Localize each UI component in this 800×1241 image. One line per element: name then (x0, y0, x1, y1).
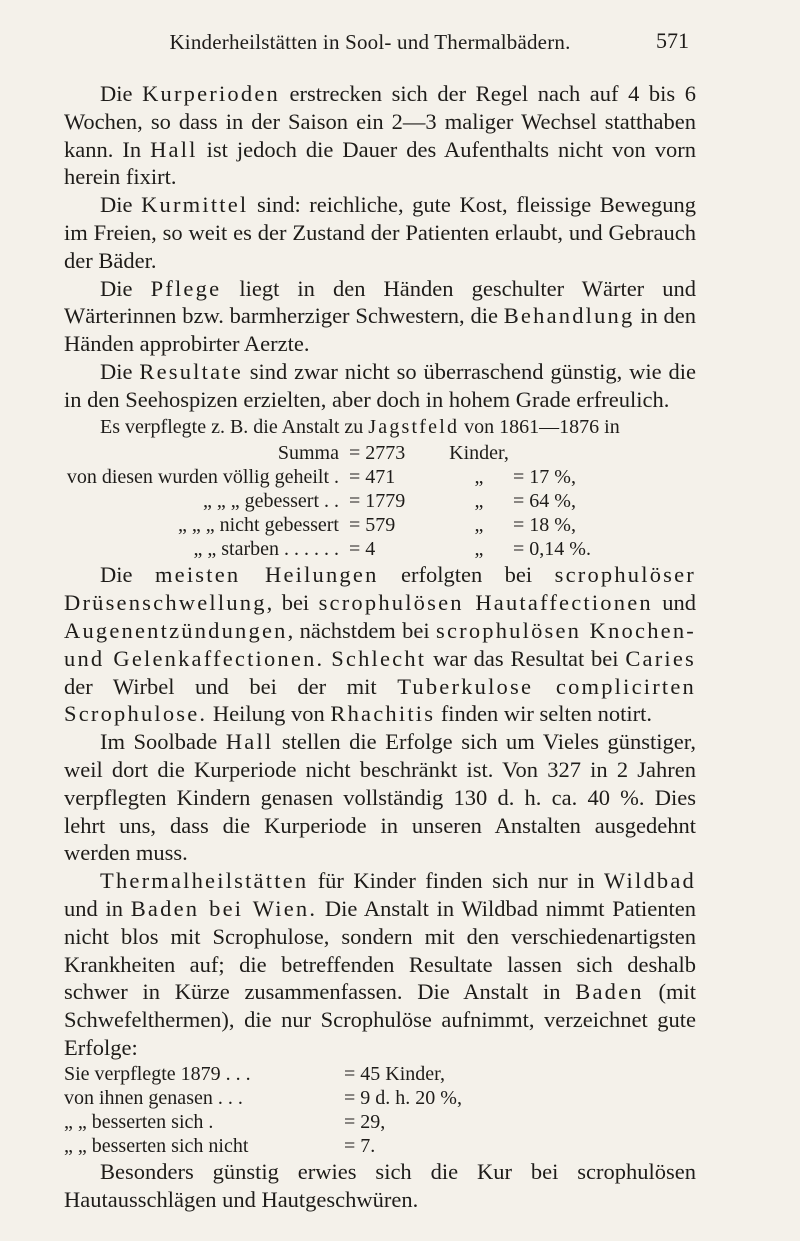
spaced-place: Hall (225, 729, 274, 755)
row-count (345, 489, 449, 513)
paragraph-soolbad-hall: Im Soolbade Hall stellen die Erfolge sich um Vieles günstiger, weil dort die Kurperiode nicht beschränkt ist. Von 327 in 2 Jahren verpflegten Kindern genasen vollständig 130 d. h. ca. 40 %. Dies lehrt uns, dass die Kurperiode in unseren Anstalten ausgedehnt werden muss. (64, 729, 696, 866)
jagstfeld-statistics-table (64, 441, 613, 561)
table-row (64, 489, 613, 513)
row-value (340, 1134, 462, 1158)
percent-value: 18 %, (529, 514, 576, 537)
equals-sign: = (349, 538, 361, 561)
equals-sign: = (344, 1086, 356, 1109)
table-row (64, 1086, 462, 1110)
row-label: „ „ besserten sich nicht (64, 1134, 249, 1157)
row-percent (509, 513, 613, 537)
table-row (64, 513, 613, 537)
row-label: „ „ „ gebessert . . (202, 490, 339, 513)
page-number: 571 (656, 28, 689, 53)
value-text: 7. (360, 1134, 376, 1157)
count-value: 2773 (365, 442, 406, 465)
equals-sign: = (349, 442, 361, 465)
row-unit: „ (474, 514, 484, 537)
row-count (345, 441, 449, 465)
body-text (64, 80, 696, 1213)
spaced-term: Pflege (150, 275, 222, 301)
equals-sign: = (513, 466, 525, 489)
row-percent (509, 537, 613, 561)
spaced-term: Behandlung (503, 303, 635, 329)
count-value: 579 (365, 514, 396, 537)
row-percent (509, 489, 613, 513)
row-unit: „ (474, 466, 484, 489)
spaced-term: Kurmittel (141, 192, 249, 218)
equals-sign: = (344, 1062, 356, 1085)
equals-sign: = (513, 490, 525, 513)
value-text: 29, (360, 1110, 386, 1133)
row-value (340, 1086, 462, 1110)
table-row (64, 537, 613, 561)
row-label: „ „ besserten sich . (64, 1110, 214, 1133)
row-label: von ihnen genasen . . . (64, 1086, 243, 1109)
row-label: „ „ starben . . . . . . (193, 538, 339, 561)
equals-sign: = (513, 514, 525, 537)
row-percent (509, 465, 613, 489)
equals-sign: = (344, 1134, 356, 1157)
spaced-term: Kurperioden (142, 81, 280, 106)
equals-sign: = (344, 1110, 356, 1133)
table-row (64, 465, 613, 489)
row-value (340, 1062, 462, 1086)
row-label: „ „ „ nicht gebessert (177, 514, 339, 537)
spaced-place: Jagstfeld (368, 415, 460, 438)
paragraph-resultate: Die Resultate sind zwar nicht so überraschend günstig, wie die in den Seehospizen erzielten, aber doch in hohem Grade erfreulich. (64, 358, 696, 412)
paragraph-heilungen: Die meisten Heilungen erfolgten bei scrophulöser Drüsenschwellung, bei scrophulösen Hautaffectionen und Augenentzündungen, nächstdem bei scrophulösen Knochen- und Gelenkaffectionen. Schlecht war das Resultat bei Caries der Wirbel und bei der mit Tuberkulose complicirten Scrophulose. Heilung von Rhachitis finden wir selten notirt. (64, 562, 697, 727)
spaced-term: Resultate (139, 358, 243, 384)
row-label: von diesen wurden völlig geheilt . (66, 466, 339, 489)
row-label: Sie verpflegte 1879 . . . (64, 1062, 251, 1085)
percent-value: 0,14 %. (529, 538, 591, 561)
equals-sign: = (513, 538, 525, 561)
equals-sign: = (349, 490, 361, 513)
row-count (345, 537, 449, 561)
spaced-place: Hall (150, 136, 198, 162)
value-text: 9 d. h. 20 %, (360, 1086, 462, 1109)
value-text: 45 Kinder, (360, 1062, 446, 1085)
equals-sign: = (349, 466, 361, 489)
paragraph-jagstfeld-intro: Es verpflegte z. B. die Anstalt zu Jagstfeld von 1861—1876 in (100, 415, 620, 438)
table-row (64, 1134, 462, 1158)
baden-statistics-table (64, 1062, 462, 1158)
row-percent (509, 441, 613, 465)
count-value: 471 (365, 466, 396, 489)
row-value (340, 1110, 462, 1134)
row-count (345, 465, 449, 489)
running-header: Kinderheilstätten in Sool- und Thermalbädern. (169, 30, 571, 54)
paragraph-pflege: Die Pflege liegt in den Händen geschulter Wärter und Wärterinnen bzw. barmherziger Schwestern, die Behandlung in den Händen approbirter Aerzte. (64, 275, 696, 357)
equals-sign: = (349, 514, 361, 537)
paragraph-hautausschlaege: Besonders günstig erwies sich die Kur bei scrophulösen Hautausschlägen und Hautgeschwüren. (64, 1158, 696, 1212)
table-row (64, 441, 613, 465)
row-count (345, 513, 449, 537)
paragraph-kurmittel: Die Kurmittel sind: reichliche, gute Kost, fleissige Bewegung im Freien, so weit es der Zustand der Patienten erlaubt, und Gebrauch der Bäder. (64, 192, 696, 273)
paragraph-thermalheilstaetten: Thermalheilstätten für Kinder finden sich nur in Wildbad und in Baden bei Wien. Die Anstalt in Wildbad nimmt Patienten nicht blos mit Scrophulose, sondern mit den verschiedenartigsten Krankheiten auf; die betreffenden Resultate lassen sich deshalb schwer in Kürze zusammenfassen. Die Anstalt in Baden (mit Schwefelthermen), die nur Scrophulöse aufnimmt, verzeichnet gute Erfolge: (64, 868, 696, 1060)
row-label: Summa (277, 442, 339, 465)
percent-value: 17 %, (529, 466, 576, 489)
table-row (64, 1062, 462, 1086)
count-value: 4 (365, 538, 376, 561)
row-unit: „ (474, 490, 484, 513)
paragraph-kurperioden: Die Kurperioden erstrecken sich der Regel nach auf 4 bis 6 Wochen, so dass in der Saison ein 2—3 maliger Wechsel statthaben kann. In Hall ist jedoch die Dauer des Aufenthalts nicht von vorn herein fixirt. (64, 81, 696, 190)
table-row (64, 1110, 462, 1134)
row-unit: Kinder, (449, 442, 509, 465)
count-value: 1779 (365, 490, 406, 513)
row-unit: „ (474, 538, 484, 561)
percent-value: 64 %, (529, 490, 576, 513)
